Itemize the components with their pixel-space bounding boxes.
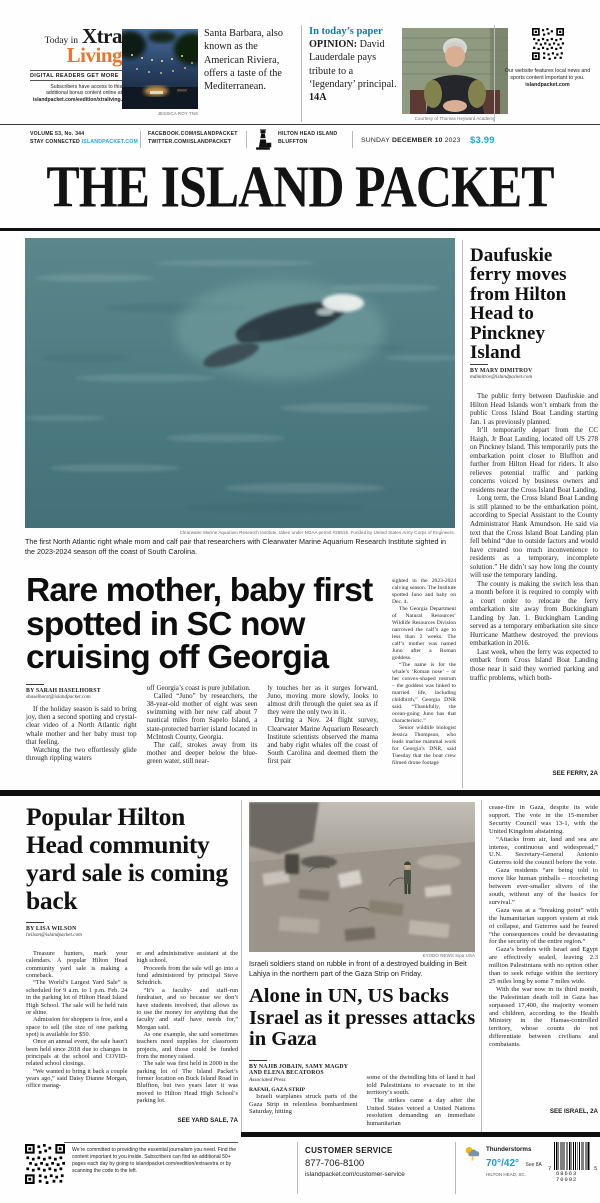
principal-photo-credit: Courtesy of Thomas Heyward Academy [414, 116, 496, 121]
yard-sale-byline-block [26, 922, 238, 938]
masthead-title: THE ISLAND PACKET [46, 153, 554, 220]
bottom-column-divider-2 [481, 800, 482, 1132]
top-rule [0, 124, 600, 125]
today-in-label: Today in [44, 36, 79, 46]
lighthouse-logo-icon [253, 129, 273, 151]
subscriber-promo-text: We’re committed to providing the essential journalism you need. Find the content important to you inside. Subscribers can find an additional 50+ pages each day by going to islandpacket.com/eedition/extraextra or by scanning the code to the left. [72, 1147, 237, 1175]
gaza-col1: BY NAJIB JOBAIN, SAMY MAGDY AND ELENA BECATOROS Associated Press RAFAH, GAZA STRIP Israeli warplanes struck parts of the Gaza Strip in relentless bombardment Saturday, hitting [249, 1060, 358, 1132]
social-links [148, 131, 238, 147]
xtra-wordmark: Xtra [82, 24, 122, 48]
yard-sale-jump-line: SEE YARD SALE, 7A [177, 1117, 238, 1124]
principal-portrait-photo [402, 28, 508, 114]
issue-date: SUNDAY DECEMBER 10 2023 [361, 137, 461, 144]
whale-aerial-photo [25, 238, 455, 528]
patio-photo-credit: JESSICA ROY TNS [157, 111, 198, 116]
price-label: $3.99 [470, 135, 495, 146]
whale-photo-credit: Clearwater Marine Aquarium Research Institute, taken under NOAA permit #26919. Funded by United States Army Corps of Engineers. [179, 530, 455, 535]
whale-byline: BY SARAH HASELHORST [26, 687, 101, 694]
footer-divider-2 [455, 1142, 456, 1194]
weather-block [461, 1146, 547, 1177]
infobar-divider-3 [352, 131, 353, 148]
weather-page-ref: See 8A [525, 1162, 542, 1168]
website-promo [500, 28, 595, 89]
byline-rule [26, 684, 44, 685]
santa-barbara-blurb: Santa Barbara, also known as the American Riviera, offers a taste of the Mediterranean. [204, 28, 283, 92]
opinion-page-ref: 14A [309, 91, 327, 103]
footer-divider-1 [297, 1142, 298, 1194]
whale-body-col4: sighted in the 2023-2024 calving season. The Institute spotted Juno and baby on Dec. 4. The Georgia Department of Natural Resources’ Wildlife Resources Division narrowed the calf’s age to less than 2 weeks. The calf’s mother was named Juno after a Roman goddess. “The name is for the whale’s ‘Roman nose’ – or her convex-shaped rostrum – the goddess was linked to married life, including childbirth,” Georgia DNR said. “Thankfully, the ocean-going Juno has that characteristic.” Senior wildlife biologist Jessica Thompson, who leads marine mammal work for Georgia’s DNR, said Tuesday that the boat crew filmed drone footage [392, 578, 456, 766]
gaza-agency: Associated Press [249, 1077, 286, 1084]
whale-body-col3: ly touches her as it surges forward. Juno, moving more slowly, looks to almost drift through the quiet sea as if they were the only two in it. During a Nov. 24 flight survey, Clearwater Marine Aquarium Research Institute scientists observed the mama and baby right whales off the coast of South Carolina and deemed them the first pair [267, 684, 378, 765]
opinion-teaser: OPINION: David Lauderdale pays tribute to a ‘legendary’ principal. 14A [309, 39, 397, 103]
ferry-body: The public ferry between Daufuskie and Hilton Head Islands won’t embark from the public Cross Island Boat Landing starting Jan. 1 as previously planned. It’ll temporarily depart from the CC Haigh, Jr Boat Landing, located off US 278 on Pinckney Island. This temporarily puts the embarkation point closer to Bluffton and further from Hilton Head for riders. It also relieves potential traffic and parking concerns voiced by business owners and residents near the Cross Island Boat Landing. Long term, the Cross Island Boat Landing is still planned to be the embarkation point, according to Special Assistant to the County Administrator Hank Amundson. He said via text that the Cross Island Boat Landing plan fell behind “due to outside factors and would have created too much inconvenience to residents as a temporary, incomplete solution.” He didn’t say how long the county will use the temporary landing. The county is making the switch less than a month before it is required to comply with a court order to relocate the ferry embarkation site away from Buckingham Landing by Jan. 1. Buckingham Landing served as a temporary embarkation site since Hurricane Matthew destroyed the previous embarkation in 2016. Last week, when the ferry was expected to embark from Cross Island Boat Landing those near it said they worried parking and traffic problems, which both- [470, 392, 598, 682]
customer-service-url: islandpacket.com/customer-service [305, 1171, 405, 1178]
ferry-byline-block [470, 364, 598, 380]
twitter-link: TWITTER.COM/ISLANDPACKET [148, 138, 232, 145]
masthead-rule [0, 228, 600, 231]
xtra-promo-text: Subscribers have access to this additional bonus content online at islandpacket.com/eedition/xtraliving. [32, 83, 122, 104]
yard-sale-headline: Popular Hilton Head community yard sale is coming back [26, 802, 228, 916]
ferry-jump-line: SEE FERRY, 2A [552, 770, 598, 777]
yard-sale-col2: er and administrative assistant at the high school. Proceeds from the sale will go into a fund administered by principal Steve Schidrich. “It’s a faculty- and staff-run fundraiser, and so because we don’t have students involved, that allows us to use the money for anything that the faculty and staff have needs for,” Morgan said. As one example, she said sometimes teachers need supplies for classroom projects, and those could be funded from the money raised. The sale was first held in 2000 in the parking lot of The Island Packet’s former location on Buck Island Road in Bluffton, but two years later it was moved to Hilton Head High School’s parking lot. [136, 950, 238, 1105]
barcode: 7 68663 70002 5 [548, 1140, 598, 1180]
israel-jump-line: SEE ISRAEL, 2A [549, 1108, 598, 1115]
yard-sale-byline: BY LISA WILSON [26, 925, 77, 932]
website-link: islandpacket.com [525, 82, 570, 89]
infobar-divider-1 [140, 131, 141, 148]
qr-code-icon [25, 1144, 65, 1184]
whale-body-col2: off Georgia’s coast is pure jubilation. Called “Juno” by researchers, the 38-year-old mother of eight was seen swimming with her new calf about 7 nautical miles from Sapelo Island, a state-protected barrier island located in McIntosh County, Georgia. The calf, strokes away from its mother and deeper below the blue-green water, still near- [146, 684, 258, 765]
whale-headline: Rare mother, baby first spotted in SC now cruising off Georgia [26, 572, 373, 676]
whale-photo-caption: The first North Atlantic right whale mom and calf pair that researchers with Clearwater Marine Aquarium Research Institute sighted in the 2023-2024 season off the coast of South Carolina. [25, 537, 447, 556]
promo-divider-1 [301, 25, 302, 122]
xtra-living-promo [30, 24, 122, 104]
volume-info: VOLUME 53, No. 344 STAY CONNECTED ISLANDPACKET.COM [30, 131, 139, 145]
gaza-byline: BY NAJIB JOBAIN, SAMY MAGDY AND ELENA BECATOROS [249, 1063, 348, 1077]
yard-sale-col1: Treasure hunters, mark your calendars. A popular Hilton Head community yard sale is making a comeback. “The World’s Largest Yard Sale” is scheduled for 9 a.m. to 1 p.m. Feb. 24 in the parking lot of Hilton Head Island High School. The sale will be held rain or shine. Admission for shoppers is free, and a space to sell (the size of one parking spot) is available for $50. Once an annual event, the sale hasn’t been held since 2018 due to changes in principals at the school and COVID-related school closings. “We wanted to bring it back a couple years ago,” said Daisy Dianne Morgan, office manag- [26, 950, 128, 1090]
ferry-byline-email: mdimitrov@islandpacket.com [470, 373, 533, 380]
opinion-promo [309, 25, 399, 104]
promo-divider-2 [494, 25, 495, 122]
region-label: HILTON HEAD ISLAND BLUFFTON [278, 131, 338, 145]
facebook-link: FACEBOOK.COM/ISLANDPACKET [148, 131, 238, 137]
weather-temps: 70°/42° [486, 1158, 520, 1169]
in-todays-paper-kicker: In today’s paper [309, 26, 383, 37]
ferry-headline: Daufuskie ferry moves from Hilton Head to Pinckney Island [470, 245, 567, 363]
customer-service-phone: 877-706-8100 [305, 1158, 365, 1169]
gaza-rubble-photo [249, 802, 475, 952]
weather-condition: Thunderstorms [486, 1146, 532, 1153]
patio-dusk-photo [122, 29, 198, 109]
qr-code-icon [532, 28, 564, 60]
whale-byline-email: shaselhorst@islandpacket.com [26, 694, 91, 701]
bottom-column-divider-1 [241, 800, 242, 1132]
ferry-byline: BY MARY DIMITROV [470, 367, 533, 374]
yard-sale-body-columns [26, 950, 238, 1114]
footer-bar [241, 1132, 600, 1137]
section-divider-bar [0, 790, 600, 796]
gaza-photo-credit: KYODO NEWS Sipa USA [422, 953, 475, 958]
gaza-headline: Alone in UN, US backs Israel as it presses attacks in Gaza [249, 985, 476, 1051]
gaza-photo-caption: Israeli soldiers stand on rubble in front of a destroyed building in Beit Lahiya in the northern part of the Gaza Strip on Friday. [249, 959, 467, 978]
website-promo-text: Our website features local news and sports content important to you. islandpacket.com [504, 68, 591, 89]
site-link: ISLANDPACKET.COM [81, 138, 139, 145]
opinion-label: OPINION: [309, 39, 358, 51]
customer-service-title: CUSTOMER SERVICE [305, 1146, 393, 1155]
living-wordmark: Living [66, 43, 122, 67]
gaza-col2: some of the dwindling bits of land it had told Palestinians to evacuate to in the territory’s south. The strikes came a day after the United States vetoed a United Nations resolution demanding an immediate humanitarian [366, 1074, 475, 1127]
whale-body-col1: BY SARAH HASELHORST shaselhorst@islandpacket.com If the holiday season is said to bring joy, then a second spotting and crystal-clear video of a North Atlantic right whale mother and her baby must top that feeling. Watching the two effortlessly glide through rippling waters [26, 684, 137, 788]
gaza-continuation-column: cease-fire in Gaza, despite its wide support. The vote in the 15-member Security Council was 13-1, with the United Kingdom abstaining. “Attacks from air, land and sea are intense, continuous and widespread,” U.N. Secretary-General Antonio Guterres told the council before the vote. Gaza residents “are being told to move like human pinballs – ricocheting between ever-smaller slivers of the south, without any of the basics for survival.” Gaza was at a “breaking point” with the humanitarian support system at risk of collapse, and Guterres said he feared “the consequences could be devastating for the security of the entire region.” Gaza’s borders with Israel and Egypt are effectively sealed, leaving 2.3 million Palestinians with no option other than to seek refuge within the territory 25 miles long by some 7 miles wide. With the war now in its third month, the Palestinian death toll in Gaza has surpassed 17,400, the majority women and children, according to the Health Ministry in the Hamas-controlled territory, whose counts do not differentiate between civilians and combatants. [489, 804, 598, 1049]
footer-thin-rule [64, 1142, 238, 1143]
gaza-dateline: RAFAH, GAZA STRIP [249, 1086, 305, 1093]
weather-location: HILTON HEAD, SC. [486, 1172, 526, 1177]
xtra-promo-link: islandpacket.com/eedition/xtraliving. [32, 97, 122, 104]
gaza-body-columns [249, 1060, 475, 1132]
digital-readers-tagline: DIGITAL READERS GET MORE [30, 70, 122, 81]
yard-sale-byline-email: lwilson@islandpacket.com [26, 931, 82, 938]
customer-service-block [305, 1146, 450, 1178]
main-column-divider [462, 240, 463, 788]
infobar-divider-2 [246, 131, 247, 148]
thunderstorm-icon [461, 1146, 483, 1163]
whale-body-columns [26, 684, 378, 788]
